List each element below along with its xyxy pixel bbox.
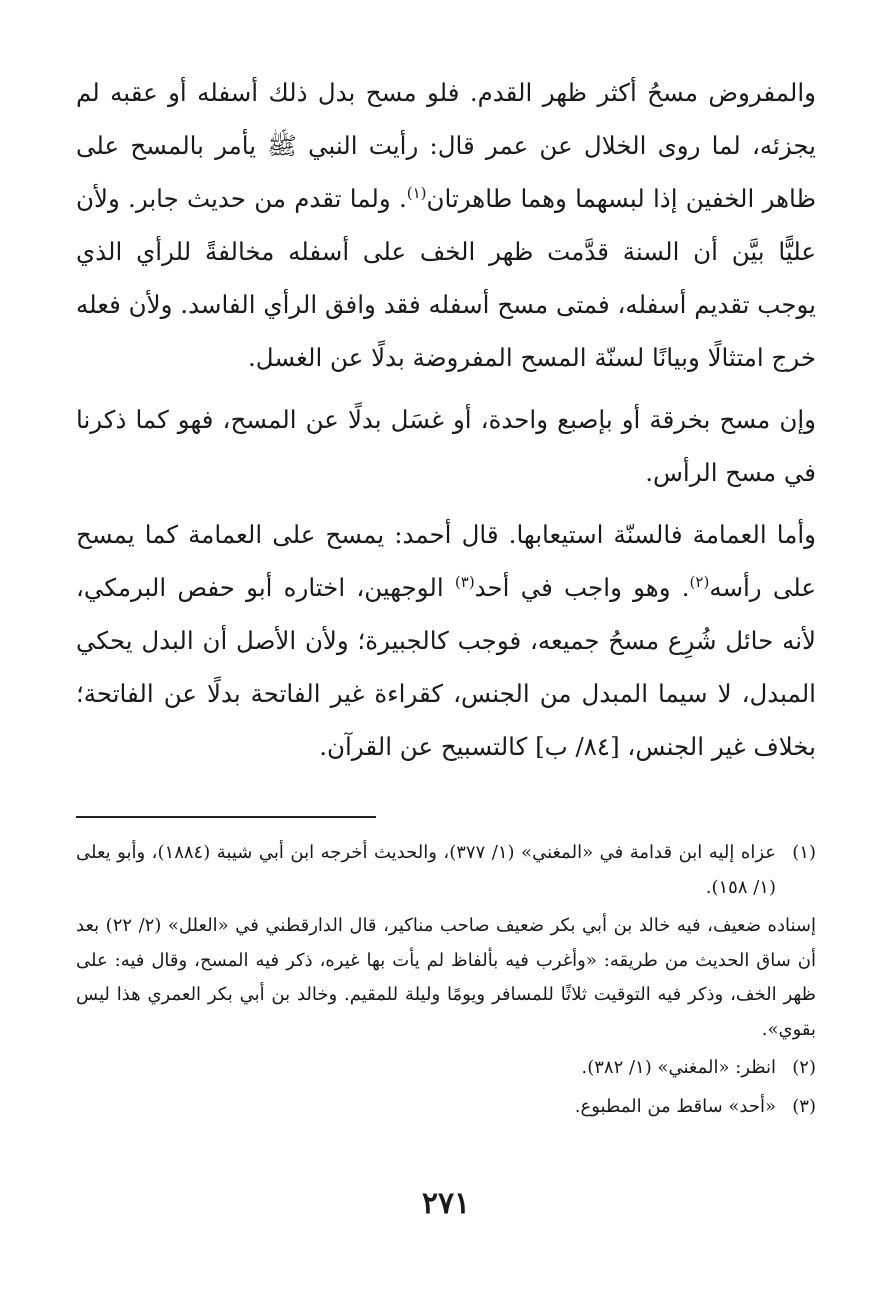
footnote-ref-2[interactable]: (٢) bbox=[689, 572, 710, 591]
paragraph-text: والمفروض مسحُ أكثر ظهر القدم. فلو مسح بدل ذلك أسفله أو عقبه لم يجزئه، لما روى الخلال عن عمر قال: رأيت النبي ﷺ يأمر بالمسح على ظاهر الخفين إذا لبسهما وهما طاهرتان bbox=[76, 78, 816, 213]
footnote-ref-3[interactable]: (٣) bbox=[454, 572, 475, 591]
footnote-1 bbox=[76, 836, 816, 905]
footnote-text: انظر: «المغني» (١/ ٣٨٢). bbox=[581, 1057, 776, 1078]
paragraph-3 bbox=[76, 508, 816, 773]
footnote-number: (٢) bbox=[792, 1057, 816, 1078]
footnote-ref-1[interactable]: (١) bbox=[406, 183, 427, 202]
paragraph-text: الوجهين، اختاره أبو حفص البرمكي، لأنه حائل شُرِع مسحُ جميعه، فوجب كالجبيرة؛ ولأن الأصل أن البدل يحكي المبدل، لا سيما المبدل من الجنس، كقراءة غير الفاتحة بدلًا عن الفاتحة؛ بخلاف غير الجنس، [٨٤/ ب] كالتسبيح عن القرآن. bbox=[76, 573, 816, 761]
footnote-number: (١) bbox=[792, 842, 816, 863]
footnote-1-continuation: إسناده ضعيف، فيه خالد بن أبي بكر ضعيف صاحب مناكير، قال الدارقطني في «العلل» (٢/ ٢٢) بعد أن ساق الحديث من طريقه: «وأغرب فيه بألفاظ لم يأت بها غيره، ذكر فيه المسح، وقال فيه: على ظهر الخف، وذكر فيه التوقيت ثلاثًا للمسافر ويومًا وليلة للمقيم. وخالد بن أبي بكر العمري هذا ليس بقوي». bbox=[76, 915, 816, 1040]
footnote-number: (٣) bbox=[792, 1095, 816, 1117]
paragraph-1 bbox=[76, 66, 816, 384]
main-text bbox=[76, 66, 816, 773]
footnote-3 bbox=[76, 1090, 816, 1125]
footnote-divider bbox=[76, 816, 376, 818]
footnotes bbox=[76, 836, 816, 1128]
paragraph-text: . ولما تقدم من حديث جابر. ولأن عليًّا بيَّن أن السنة قدَّمت ظهر الخف على أسفله مخالفةً للرأي الذي يوجب تقديم أسفله، فمتى مسح أسفله فقد وافق الرأي الفاسد. ولأن فعله خرج امتثالًا وبيانًا لسنّة المسح المفروضة بدلًا عن الغسل. bbox=[76, 184, 816, 372]
paragraph-text: . وهو واجب في أحد bbox=[474, 573, 690, 602]
page-number: ٢٧١ bbox=[421, 1186, 471, 1221]
paragraph-text: وإن مسح بخرقة أو بإصبع واحدة، أو غسَل بدلًا عن المسح، فهو كما ذكرنا في مسح الرأس. bbox=[76, 405, 816, 487]
footnote-text: عزاه إليه ابن قدامة في «المغني» (١/ ٣٧٧)، والحديث أخرجه ابن أبي شيبة (١٨٨٤)، وأبو يعلى (١/ ١٥٨). bbox=[76, 842, 776, 898]
footnote-2 bbox=[76, 1051, 816, 1086]
paragraph-2 bbox=[76, 393, 816, 499]
footnote-text: «أحد» ساقط من المطبوع. bbox=[574, 1095, 776, 1117]
paragraph-text: وأما العمامة فالسنّة استيعابها. قال أحمد: يمسح على العمامة كما يمسح على رأسه bbox=[76, 520, 816, 602]
